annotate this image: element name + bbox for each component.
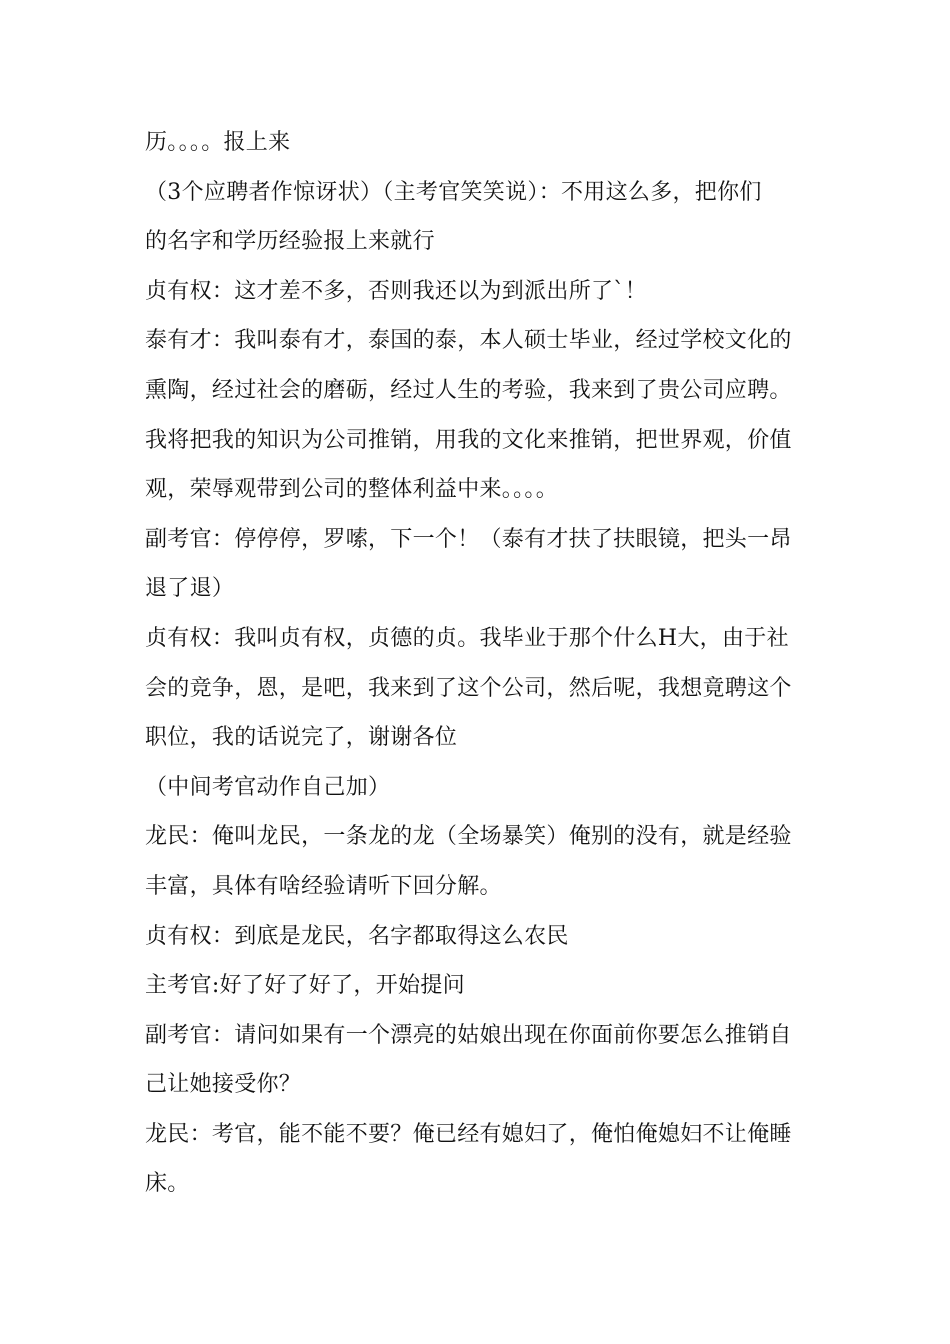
text-line: 副考官：请问如果有一个漂亮的姑娘出现在你面前你要怎么推销自 [145, 1022, 792, 1048]
text-line: 熏陶，经过社会的磨砺，经过人生的考验，我来到了贵公司应聘。 [145, 377, 792, 403]
text-line: 龙民：考官，能不能不要？俺已经有媳妇了，俺怕俺媳妇不让俺睡 [145, 1121, 792, 1147]
text-line: 泰有才：我叫泰有才，泰国的泰，本人硕士毕业，经过学校文化的 [145, 328, 792, 354]
text-line: 退了退） [145, 576, 235, 602]
text-line: 的名字和学历经验报上来就行 [145, 229, 435, 255]
text-line: 龙民：俺叫龙民，一条龙的龙（全场暴笑）俺别的没有，就是经验 [145, 824, 792, 850]
text-line: 历。。。。报上来 [145, 130, 291, 155]
text-line: 会的竞争，恩，是吧，我来到了这个公司，然后呢，我想竟聘这个 [145, 675, 792, 701]
text-line: 职位，我的话说完了，谢谢各位 [145, 725, 458, 751]
text-line: 贞有权：这才差不多，否则我还以为到派出所了`！ [145, 278, 647, 304]
text-line: 副考官：停停停，罗嗦，下一个！（泰有才扶了扶眼镜，把头一昂 [145, 526, 792, 552]
text-line: 床。 [145, 1171, 190, 1197]
text-line: 观，荣辱观带到公司的整体利益中来。。。。 [145, 477, 559, 503]
text-line: 贞有权：到底是龙民，名字都取得这么农民 [145, 923, 569, 949]
text-line: 丰富，具体有啥经验请听下回分解。 [145, 873, 502, 899]
text-line: 主考官:好了好了好了，开始提问 [145, 973, 465, 999]
text-line: 我将把我的知识为公司推销，用我的文化来推销，把世界观，价值 [145, 427, 792, 453]
text-line: （中间考官动作自己加） [145, 774, 391, 800]
text-line: 己让她接受你？ [145, 1072, 302, 1098]
text-line: 贞有权：我叫贞有权，贞德的贞。我毕业于那个什么H大，由于社 [145, 625, 789, 651]
document-body [145, 118, 805, 1209]
text-line: （3个应聘者作惊讶状）（主考官笑笑说）：不用这么多，把你们 [145, 179, 762, 205]
